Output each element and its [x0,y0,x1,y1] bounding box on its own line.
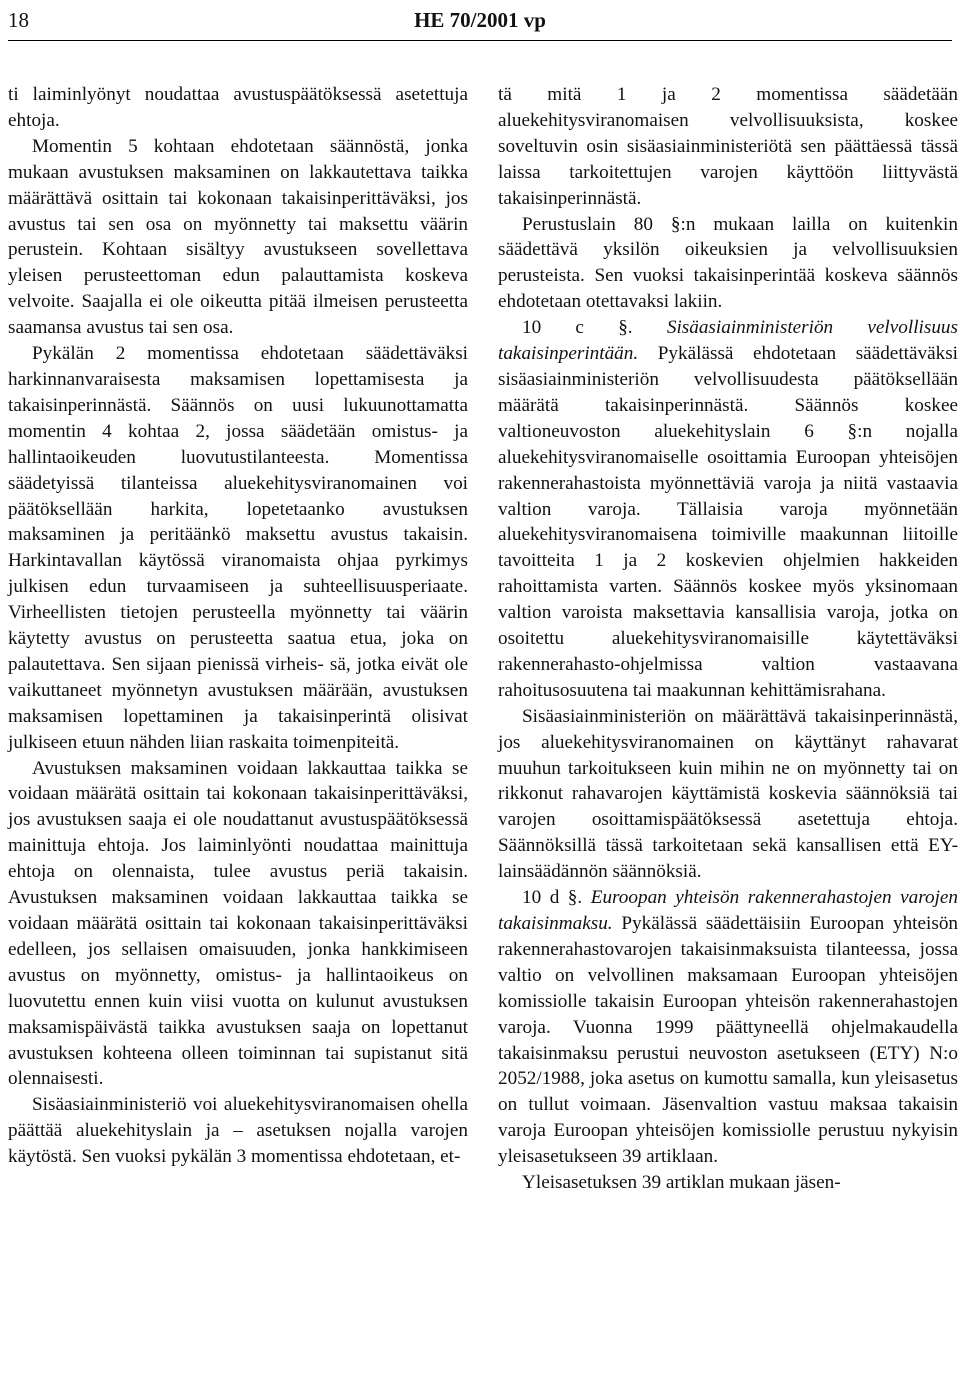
right-column [498,82,958,1196]
paragraph: Sisäasiainministeriön on määrättävä takaisinperinnästä, jos aluekehitysviranomainen on käyttänyt rahavarat muuhun tarkoitukseen kuin mihin ne on myönnetty tai on rikkonut rahavarojen käyttämistä koskevia säännöksiä tai varojen osoittamispäätöksessä asetettuja ehtoja. Säännöksillä tässä tarkoitetaan sekä kansallisen että EY-lainsäädännön säännöksiä. [498,705,958,883]
document-id: HE 70/2001 vp [414,8,546,32]
paragraph: Yleisasetuksen 39 artiklan mukaan jäsen- [522,1172,841,1194]
page-header [8,0,952,40]
section-10c [498,315,958,704]
page-number: 18 [8,8,29,32]
paragraph: Momentin 5 kohtaan ehdotetaan säännöstä, jonka mukaan avustuksen maksaminen on lakkautettava taikka määrättävä osittain tai kokonaan takaisinperittäväksi, jos avustus tai sen osa on myönnetty tai maksettu väärin perustein. Kohtaan sisältyy avustukseen sovellettava yleisen perusteettoman edun palauttamista koskeva velvoite. Saajalla ei ole oikeutta pitää ilmeisen perusteetta saamansa avustus tai sen osa. [8,135,468,339]
paragraph: tä mitä 1 ja 2 momentissa säädetään aluekehitysviranomaisen velvollisuuksista, koskee soveltuvin osin sisäasiainministeriötä sen päättäessä tässä laissa tarkoitettujen varojen käyttöön liittyvästä takaisinperinnästä. [498,84,958,209]
left-column [8,82,468,1170]
paragraph: Pykälän 2 momentissa ehdotetaan säädettäväksi harkinnanvaraisesta maksamisen lopettamisesta ja takaisinperinnästä. Säännös on uusi lukuunottamatta momentin 4 kohtaa 2, jossa säädetään omistus- ja hallintaoikeuden luovutustilanteesta. Momentissa säädetyissä tilanteissa aluekehitysviranomainen voi päätöksellään harkita, lopetetaanko avustuksen maksaminen ja peritäänkö maksettu avustus takaisin. Harkintavallan käytössä viranomaista ohjaa pyrkimys julkisen edun turvaamiseen ja suhteellisuusperiaate. Virheellisten tietojen perusteella myönnetty tai väärin käytetty avustus on perusteetta saatua etua, joka on palautettava. Sen sijaan pienissä virheis- sä, jotka eivät ole vaikuttaneet myönnetyn avustuksen määrään, avustuksen maksamisen lopettaminen ja takaisinperintä olisivat julkiseen etuun nähden liian raskaita toimenpiteitä. [8,343,468,753]
paragraph: Sisäasiainministeriö voi aluekehitysviranomaisen ohella päättää aluekehityslain ja – asetuksen nojalla varojen käytöstä. Sen vuoksi pykälän 3 momentissa ehdotetaan, et- [8,1094,468,1168]
section-number: 10 c §. [522,317,633,339]
section-10d [498,885,958,1170]
paragraph: ti laiminlyönyt noudattaa avustuspäätöksessä asetettuja ehtoja. [8,84,468,131]
header-rule [8,40,952,41]
section-title: Euroopan yhteisön rakennerahastojen varojen takaisinmaksu. [498,887,959,934]
section-body: Pykälässä ehdotetaan säädettäväksi sisäasiainministeriön velvollisuudesta päätöksellään määrätä takaisinperinnästä. Säännös koskee valtioneuvoston aluekehityslain 6 §:n nojalla aluekehitysviranomaiselle osoittamia Euroopan yhteisöjen rakennerahastoista myönnettäviä varoja ja niitä vastaavia valtion varoja. Tällaisia varoja myönnetään aluekehitysviranomaisena toimiville maakunnan liitoille tavoitteita 1 ja 2 koskevien ohjelmien hakkeiden rahoittamista varten. Säännös koskee myös yksinomaan valtion varoista maksettavia kansallisia varoja, jotka on osoitettu aluekehitysviranomaisille käytettäväksi rakennerahasto-ohjelmissa valtion vastaavana rahoitusosuutena tai maakunnan kehittämisrahana. [498,343,958,701]
paragraph: Perustuslain 80 §:n mukaan lailla on kuitenkin säädettävä yksilön oikeuksien ja velvollisuuksien perusteista. Sen vuoksi takaisinperintää koskeva säännös ehdotetaan otettavaksi lakiin. [498,213,958,313]
paragraph: Avustuksen maksaminen voidaan lakkauttaa taikka se voidaan määrätä osittain tai kokonaan takaisinperittäväksi, jos avustuksen saaja ei ole noudattanut avustuspäätöksessä mainittuja ehtoja. Jos laiminlyönti noudattaa mainittuja ehtoja on olennaista, tulee avustus periä takaisin. Avustuksen maksaminen voidaan lakkauttaa taikka se voidaan määrätä osittain tai kokonaan takaisinperittäväksi edelleen, jos sellaisen omaisuuden, jonka hankkimiseen avustus on myönnetty, omistus- ja hallintaoikeus on luovutettu ennen kuin viisi vuotta on kulunut avustuksen maksamispäivästä taikka avustuksen saaja on lopettanut avustuksen kohteena olleen toiminnan tai supistanut sitä olennaisesti. [8,757,468,1090]
section-body: Pykälässä säädettäisiin Euroopan yhteisön rakennerahastovarojen takaisinmaksuista tilanteessa, jossa valtio on velvollinen maksamaan Euroopan yhteisöjen komissiolle takaisin Euroopan yhteisön rakennerahastojen varoja. Vuonna 1999 päättyneellä ohjelmakaudella takaisinmaksu perustui neuvoston asetukseen (ETY) N:o 2052/1988, joka asetus on kumottu samalla, kun yleisasetus on tullut voimaan. Jäsenvaltion vastuu maksaa takaisin varoja Euroopan yhteisöjen komissiolle perustuu nykyisin yleisasetukseen 39 artiklaan. [498,913,959,1168]
section-number: 10 d §. [522,887,583,909]
section-title: Sisäasiainministeriön velvollisuus takaisinperintään. [498,317,958,365]
